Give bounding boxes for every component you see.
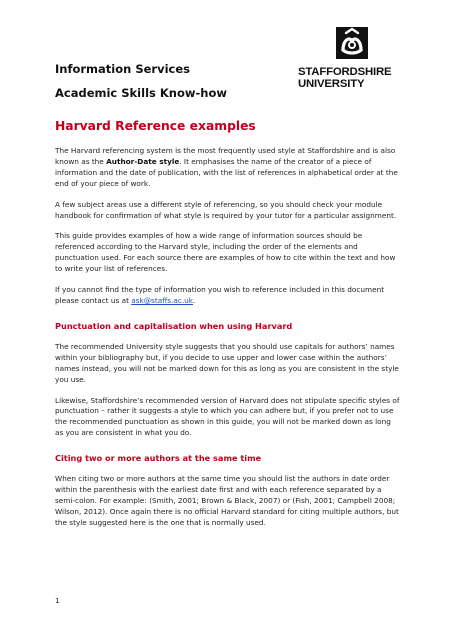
logo-wordmark-line2: UNIVERSITY: [298, 78, 365, 90]
intro-p4-text-start: If you cannot find the type of information you wish to reference included in this document please contact us at: [55, 285, 385, 305]
intro-paragraph-1: [55, 146, 401, 190]
intro-p4-text-end: .: [193, 295, 196, 305]
intro-paragraph-2: A few subject areas use a different style of referencing, so you should check your module handbook for confirmation of what style is required by your tutor for a particular assignment.: [55, 199, 397, 220]
document-body: [55, 119, 401, 539]
intro-p1-text-start: The Harvard referencing system is the most frequently used style at Staffordshire and is also known as the: [55, 146, 396, 166]
page-title: Harvard Reference examples: [55, 119, 256, 133]
section-heading-punctuation: Punctuation and capitalisation when using Harvard: [55, 320, 293, 331]
section-heading-citing-multiple: Citing two or more authors at the same time: [55, 453, 262, 464]
punctuation-paragraph-2: Likewise, Staffordshire’s recommended version of Harvard does not stipulate specific styles of punctuation – rather it suggests a style to which you can adhere but, if you prefer not to use the recommended punctuation as shown in this guide, you will not be marked down as long as you are consistent in what you do.: [55, 395, 400, 438]
author-date-style-term: Author-Date style: [106, 156, 180, 166]
citing-multiple-paragraph: When citing two or more authors at the same time you should list the authors in date order within the parenthesis with the earliest date first and with each reference separated by a semi-colon. For example: (Smith, 2001; Brown & Black, 2007) or (Fish, 2001; Campbell 2008; Wilson, 2012). Once again there is no official Harvard standard for citing multiple authors, but the style suggested here is the one that is normally used.: [55, 474, 399, 527]
contact-email-link[interactable]: ask@staffs.ac.uk: [131, 295, 193, 305]
header-block: [55, 62, 227, 100]
punctuation-paragraph-1: The recommended University style suggests that you should use capitals for authors’ names within your bibliography but, if you decide to use upper and lower case within the authors’ names instead, you will not be marked down for this as long as you are consistent in the style you use.: [55, 341, 399, 384]
page-number: 1: [55, 596, 60, 605]
university-logo: [298, 26, 406, 90]
department-name: Information Services: [55, 62, 190, 76]
staffordshire-knot-crest-icon: [335, 26, 369, 60]
intro-p1-text-end: . It emphasises the name of the creator of a piece of information and the date of publication, with the list of references in alphabetical order at the end of your piece of work.: [55, 156, 398, 188]
intro-paragraph-3: This guide provides examples of how a wide range of information sources should be referenced according to the Harvard style, including the order of the elements and punctuation used. For each source there are examples of how to cite within the text and how to write your list of references.: [55, 231, 396, 274]
series-name: Academic Skills Know-how: [55, 86, 227, 100]
intro-paragraph-4: [55, 285, 401, 307]
logo-wordmark-line1: STAFFORDSHIRE: [298, 66, 392, 78]
